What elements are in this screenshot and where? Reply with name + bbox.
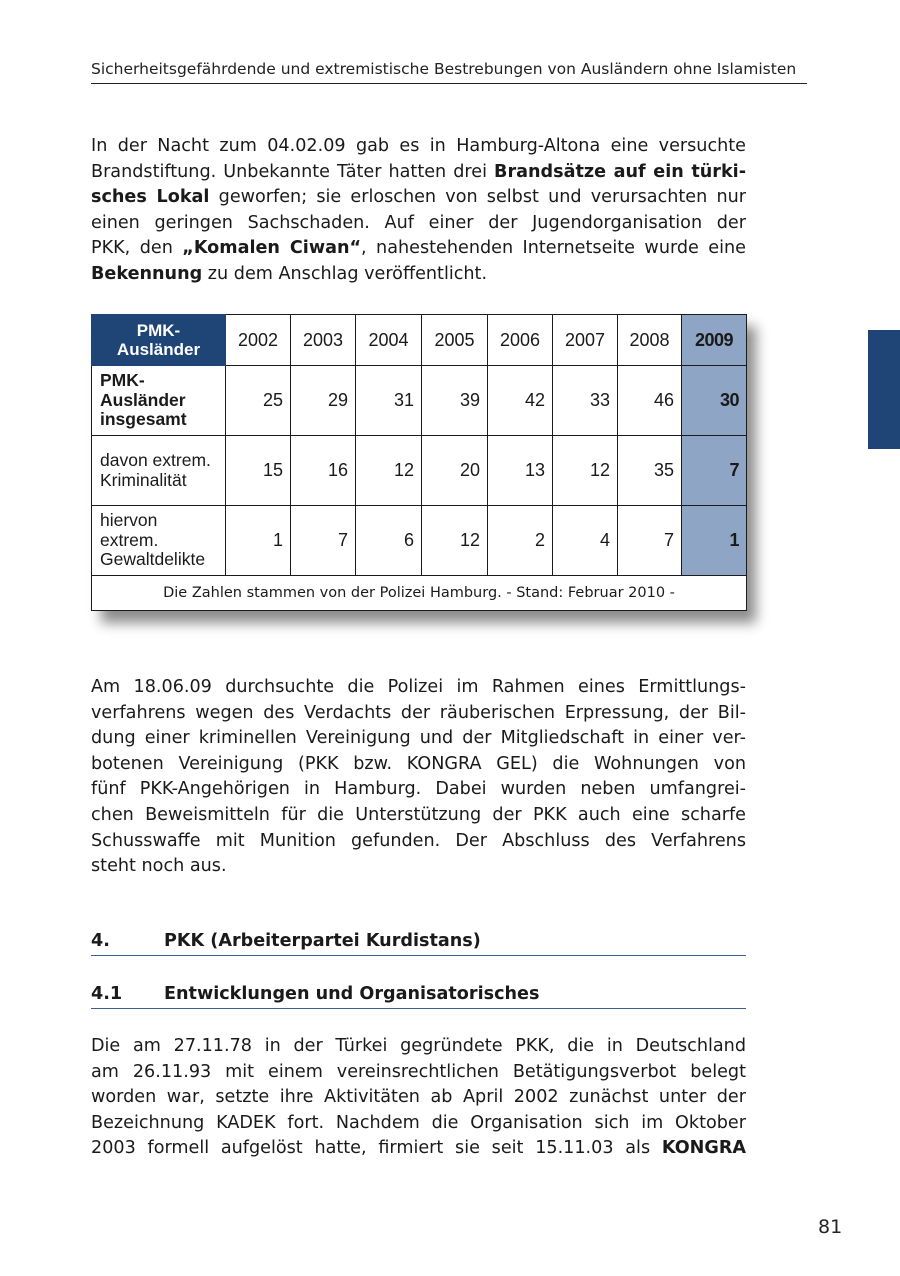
table-cell-highlighted: 1 [682,506,747,576]
table-header-row [92,315,747,366]
text-line: 2003 formell aufgelöst hatte, firmiert sie seit 15.11.03 als KONGRA [91,1138,746,1159]
year-header-highlighted: 2009 [682,315,747,366]
text-line: dung einer kriminellen Vereinigung und der Mitgliedschaft in einer ver- [91,728,746,749]
running-header: Sicherheitsgefährdende und extremistische Bestrebungen von Ausländern ohne Islamisten [91,60,807,84]
table-cell: 15 [226,436,291,506]
table-cell: 20 [422,436,488,506]
chapter-side-tab [868,330,900,449]
text-line: Die am 27.11.78 in der Türkei gegründete PKK, die in Deutschland [91,1036,746,1056]
text-line: Schusswaffe mit Munition gefunden. Der Abschluss des Verfahrens [91,830,746,851]
text-line: fünf PKK-Angehörigen in Hamburg. Dabei wurden neben umfangrei- [91,779,746,800]
table-cell-highlighted: 7 [682,436,747,506]
section-heading-4-1 [91,984,746,1009]
section-heading-4 [91,931,746,956]
bold-phrase: KONGRA [661,1138,746,1159]
page-number: 81 [818,1216,843,1238]
table-footnote: Die Zahlen stammen von der Polizei Hamburg. - Stand: Februar 2010 - [92,576,747,611]
text-line: Brandstiftung. Unbekannte Täter hatten drei Brandsätze auf ein türki- [91,161,746,182]
table-cell: 6 [356,506,422,576]
bold-phrase: Bekennung [91,263,203,284]
year-header: 2005 [422,315,488,366]
text-line: steht noch aus. [91,856,227,877]
table-cell: 2 [488,506,553,576]
section-number: 4. [91,931,110,951]
row-label: davon extrem. Kriminalität [92,436,226,506]
table-corner-header: PMK-Ausländer [92,315,226,366]
text-line: Am 18.06.09 durchsuchte die Polizei im Rahmen eines Ermittlungs- [91,677,746,697]
table-cell: 16 [291,436,356,506]
table-row [92,366,747,436]
text-line: worden war, setzte ihre Aktivitäten ab April 2002 zunächst unter der [91,1087,746,1108]
bold-phrase: „Komalen Ciwan“ [182,238,362,259]
paragraph-search [91,675,746,880]
year-header: 2008 [618,315,682,366]
text-line: verfahrens wegen des Verdachts der räuberischen Erpressung, der Bil- [91,702,746,723]
year-header: 2002 [226,315,291,366]
section-title: PKK (Arbeiterpartei Kurdistans) [164,931,481,951]
table-cell: 35 [618,436,682,506]
table-row [92,506,747,576]
bold-phrase: sches Lokal [91,187,210,208]
text-line: am 26.11.93 mit einem vereinsrechtlichen Betätigungsverbot belegt [91,1061,746,1082]
table-row [92,436,747,506]
text-line: In der Nacht zum 04.02.09 gab es in Hamburg-Altona eine versuchte [91,136,746,156]
table-cell: 7 [291,506,356,576]
row-label: PMK-Ausländer insgesamt [92,366,226,436]
table-cell: 29 [291,366,356,436]
text-line: chen Beweismitteln für die Unterstützung der PKK auch eine scharfe [91,804,746,825]
year-header: 2007 [553,315,618,366]
year-header: 2004 [356,315,422,366]
pmk-statistics-table [91,314,746,611]
table-cell: 25 [226,366,291,436]
table-cell: 42 [488,366,553,436]
row-label: hiervon extrem. Gewaltdelikte [92,506,226,576]
year-header: 2006 [488,315,553,366]
table-footnote-row [92,576,747,611]
table-cell: 4 [553,506,618,576]
text-line: PKK, den „Komalen Ciwan“, nahestehenden Internetseite wurde eine [91,238,746,259]
table-cell: 33 [553,366,618,436]
text-line: sches Lokal geworfen; sie erloschen von selbst und verursachten nur [91,187,746,208]
table-cell: 39 [422,366,488,436]
section-number: 4.1 [91,984,123,1004]
table-cell: 7 [618,506,682,576]
text-line: botenen Vereinigung (PKK bzw. KONGRA GEL) die Wohnungen von [91,753,746,774]
table-cell: 1 [226,506,291,576]
table-cell: 12 [356,436,422,506]
table-cell: 12 [553,436,618,506]
paragraph-pkk-history [91,1034,746,1162]
text-line: Bezeichnung KADEK fort. Nachdem die Organisation sich im Oktober [91,1112,746,1133]
text-line: Bekennung zu dem Anschlag veröffentlicht. [91,263,488,284]
table-cell-highlighted: 30 [682,366,747,436]
table-cell: 31 [356,366,422,436]
table-cell: 46 [618,366,682,436]
table-cell: 12 [422,506,488,576]
section-title: Entwicklungen und Organisatorisches [164,984,540,1004]
bold-phrase: Brandsätze auf ein türki- [494,161,746,182]
year-header: 2003 [291,315,356,366]
table-cell: 13 [488,436,553,506]
text-line: einen geringen Sachschaden. Auf einer der Jugendorganisation der [91,212,746,233]
paragraph-arson [91,134,746,288]
